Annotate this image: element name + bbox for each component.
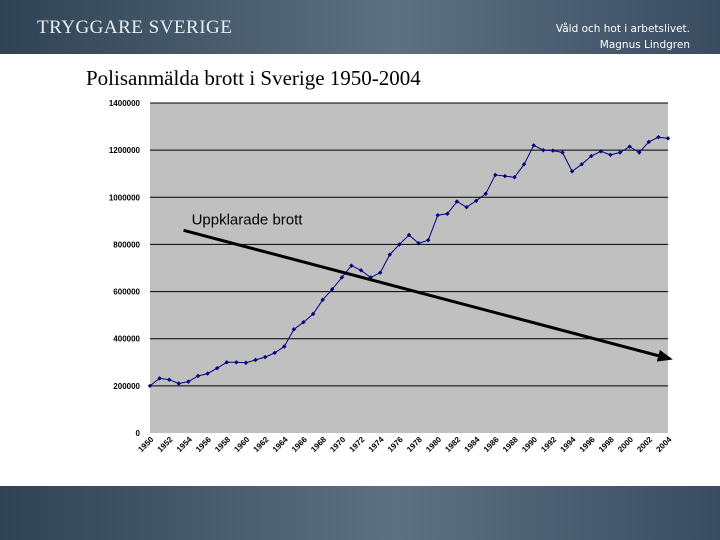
- slide-title: Polisanmälda brott i Sverige 1950-2004: [86, 66, 421, 90]
- x-tick-label: 1978: [405, 435, 425, 454]
- x-tick-label: 1950: [136, 435, 156, 454]
- x-tick-label: 1974: [366, 435, 386, 454]
- plot-area: [150, 103, 668, 433]
- y-tick-label: 600000: [113, 287, 140, 297]
- x-tick-label: 1982: [443, 435, 463, 454]
- presentation-subtitle: Våld och hot i arbetslivet.: [555, 23, 690, 35]
- annotation-label: Uppklarade brott: [191, 211, 303, 229]
- x-tick-label: 1958: [213, 435, 233, 454]
- x-axis-ticks: [136, 435, 673, 454]
- brand-logo: TRYGGARE SVERIGE: [37, 17, 233, 38]
- x-tick-label: 1962: [251, 435, 271, 454]
- y-tick-label: 800000: [113, 240, 140, 250]
- x-tick-label: 2004: [654, 435, 674, 454]
- footer-band: [0, 486, 720, 540]
- x-tick-label: 1960: [232, 435, 252, 454]
- x-tick-label: 1996: [577, 435, 597, 454]
- x-tick-label: 1964: [270, 435, 290, 454]
- x-tick-label: 2002: [635, 435, 655, 454]
- x-tick-label: 1968: [309, 435, 329, 454]
- author-name: Magnus Lindgren: [599, 39, 690, 51]
- x-tick-label: 1990: [520, 435, 540, 454]
- y-tick-label: 200000: [113, 381, 140, 391]
- y-tick-label: 0: [135, 429, 140, 438]
- x-tick-label: 1992: [539, 435, 559, 454]
- x-tick-label: 1970: [328, 435, 348, 454]
- y-tick-label: 1400000: [108, 99, 140, 108]
- x-tick-label: 1998: [596, 435, 616, 454]
- x-tick-label: 1972: [347, 435, 367, 454]
- x-tick-label: 1986: [481, 435, 501, 454]
- x-tick-label: 1980: [424, 435, 444, 454]
- x-tick-label: 2000: [616, 435, 636, 454]
- y-axis-ticks: [109, 99, 141, 438]
- x-tick-label: 1988: [500, 435, 520, 454]
- x-tick-label: 1976: [385, 435, 405, 454]
- x-tick-label: 1994: [558, 435, 578, 454]
- x-tick-label: 1952: [155, 435, 175, 454]
- y-tick-label: 400000: [113, 334, 140, 344]
- y-tick-label: 1000000: [108, 193, 140, 203]
- x-tick-label: 1954: [174, 435, 194, 454]
- x-tick-label: 1956: [194, 435, 213, 454]
- x-tick-label: 1984: [462, 435, 482, 454]
- y-tick-label: 1200000: [108, 146, 140, 156]
- x-tick-label: 1966: [289, 435, 309, 454]
